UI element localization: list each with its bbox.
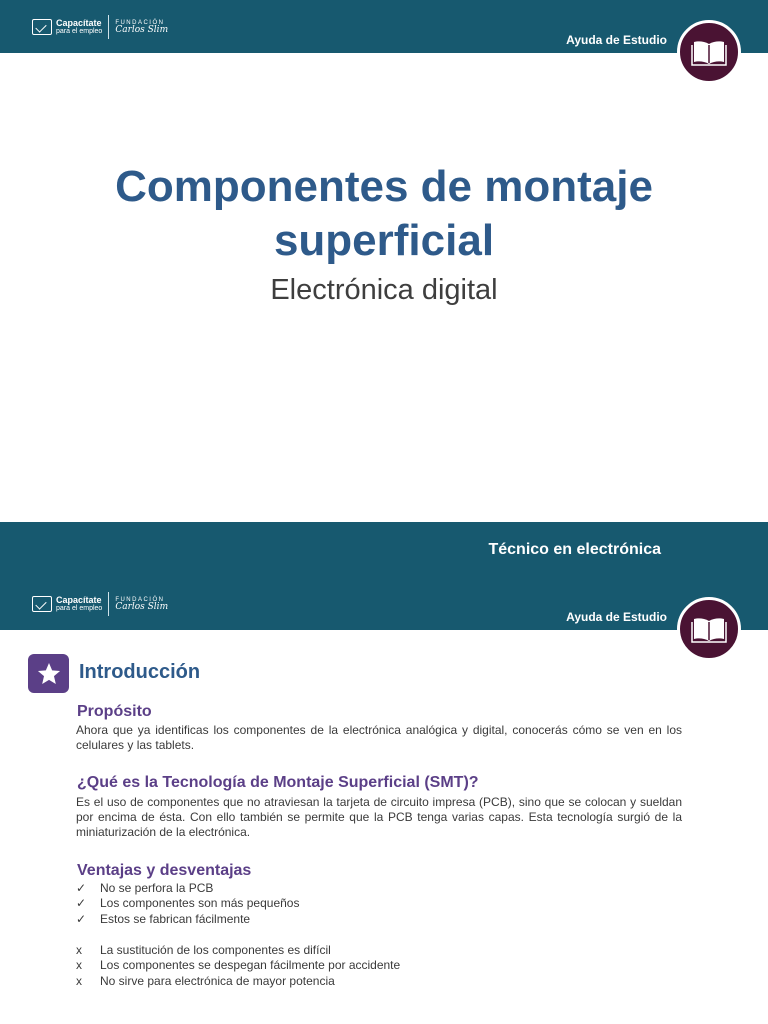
heading-ventajas: Ventajas y desventajas [77, 862, 252, 879]
check-icon: ✓ [76, 911, 87, 926]
paragraph-proposito: Ahora que ya identificas los componentes de la electrónica analógica y digital, conocerás cómo se ven en los celulares y las tablets. [76, 723, 682, 752]
help-label: Ayuda de Estudio [566, 610, 667, 624]
list-item: ✓ Estos se fabrican fácilmente [76, 911, 251, 926]
logo-sub-text: para el empleo [56, 605, 103, 612]
cover-title-block [0, 160, 768, 307]
capacitate-check-icon [32, 19, 52, 35]
x-icon: x [76, 943, 82, 957]
list-item: ✓ No se perfora la PCB [76, 881, 214, 895]
cover-footer-band [0, 522, 768, 577]
foundation-signature: Carlos Slim [115, 601, 169, 612]
advantages-list [76, 881, 299, 927]
header-bar [0, 0, 768, 53]
foundation-label: FUNDACIÓN [115, 19, 165, 26]
logo-main-text: Capacítate [56, 18, 102, 28]
capacitate-check-icon [32, 596, 52, 612]
check-icon: ✓ [76, 881, 87, 895]
list-item: x La sustitución de los componentes es difícil [76, 943, 331, 957]
help-label: Ayuda de Estudio [566, 33, 667, 47]
foundation-signature: Carlos Slim [115, 24, 169, 35]
book-icon [677, 597, 741, 661]
list-item: ✓ Los componentes son más pequeños [76, 896, 300, 911]
list-item: x Los componentes se despegan fácilmente por accidente [76, 958, 401, 973]
capacitate-logo [32, 593, 168, 615]
check-icon: ✓ [76, 896, 87, 911]
logo-main-text: Capacítate [56, 595, 102, 605]
x-icon: x [76, 958, 82, 973]
heading-smt: ¿Qué es la Tecnología de Montaje Superficial (SMT)? [77, 774, 479, 791]
logo-divider [108, 15, 109, 39]
title-line-2: superficial [273, 216, 495, 265]
logo-divider [108, 592, 109, 616]
heading-proposito: Propósito [77, 703, 152, 720]
header-bar-page-2 [0, 577, 768, 630]
foundation-label: FUNDACIÓN [115, 596, 165, 603]
list-item: x No sirve para electrónica de mayor potencia [76, 973, 335, 988]
logo-sub-text: para el empleo [56, 28, 103, 35]
page-title [0, 160, 768, 268]
paragraph-smt: Es el uso de componentes que no atraviesan la tarjeta de circuito impresa (PCB), sino que se colocan y sueldan por encima de ésta. Con ello también se permite que la PCB tenga varias capas. Esta tecnología surgió de la miniaturización de la electrónica. [76, 795, 682, 839]
course-name: Técnico en electrónica [488, 541, 661, 558]
disadvantages-list [76, 943, 400, 989]
title-line-1: Componentes de montaje [115, 162, 653, 211]
page-subtitle: Electrónica digital [270, 274, 498, 306]
section-title-introduccion: Introducción [79, 661, 201, 683]
capacitate-logo [32, 16, 168, 38]
book-icon [677, 20, 741, 84]
star-icon [28, 654, 69, 693]
x-icon: x [76, 973, 82, 988]
